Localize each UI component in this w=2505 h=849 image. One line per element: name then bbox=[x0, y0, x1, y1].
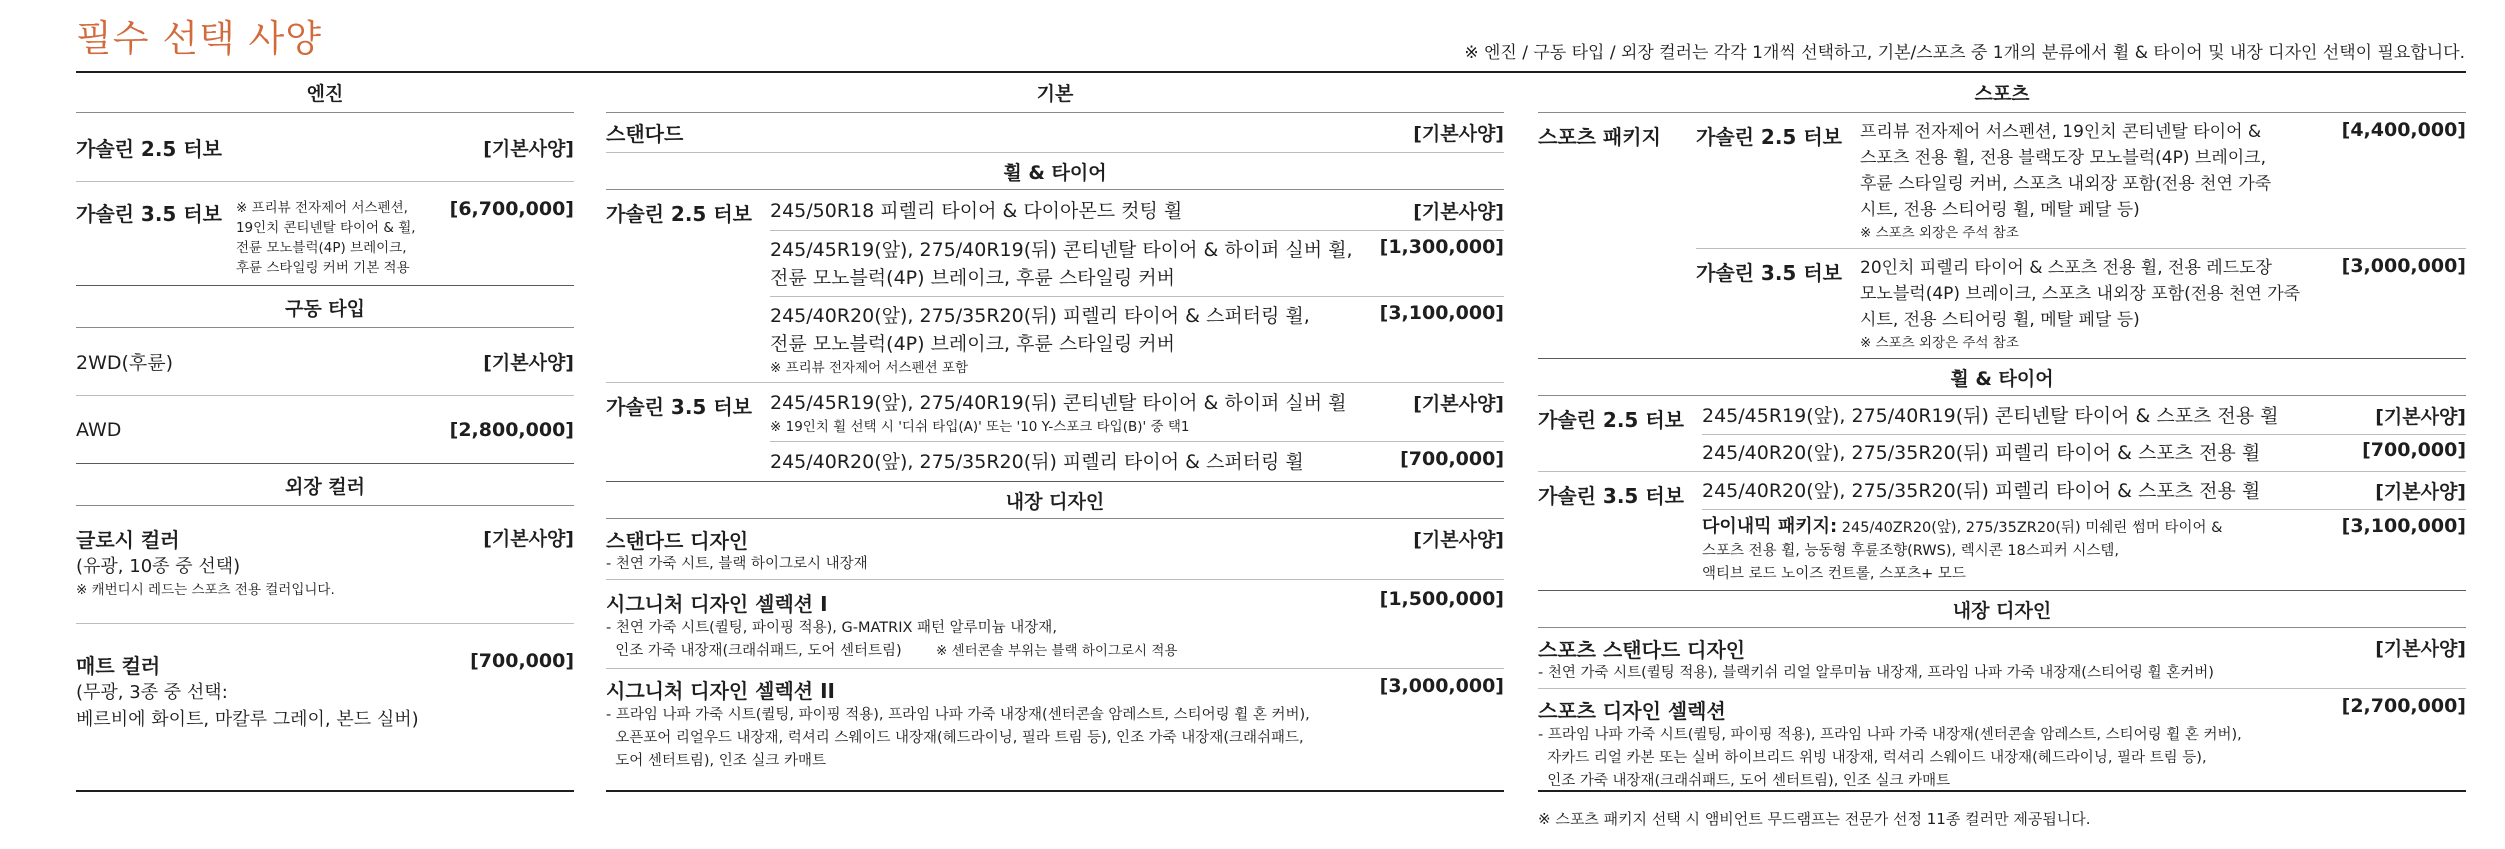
option-price: [기본사양] bbox=[2375, 481, 2466, 503]
option-price: [기본사양] bbox=[483, 528, 574, 550]
wheel-note: ※ 19인치 휠 선택 시 '디쉬 타입(A)' 또는 '10 Y-스포크 타입(B)' 중 택1 bbox=[770, 419, 1190, 435]
option-row[interactable] bbox=[606, 669, 1504, 778]
interior-name: 스탠다드 디자인 bbox=[606, 529, 749, 553]
interior-desc: - 프라임 나파 가죽 시트(퀼팅, 파이핑 적용), 프라임 나파 가죽 내장재(센터콘솔 암레스트, 스티어링 휠 혼 커버), 오픈포어 리얼우드 내장재, 럭셔리 스웨이드 내장재(헤드라이닝, 필라 트림 등), 인조 가죽 내장재(크래쉬패드, 도어 센터트림), 인조 실크 카매트 bbox=[606, 707, 1310, 769]
sport-column bbox=[1538, 71, 2466, 798]
package-detail: 245/40ZR20(앞), 275/35ZR20(뒤) 미쉐린 썸머 타이어 & 스포츠 전용 휠, 능동형 후륜조향(RWS), 렉시콘 18스피커 시스템, 액티브 로드 노이즈 컨트롤, 스포츠+ 모드 bbox=[1702, 520, 2223, 582]
option-price: [기본사양] bbox=[2375, 406, 2466, 428]
option-price: [3,000,000] bbox=[2341, 255, 2466, 277]
package-note: ※ 스포츠 외장은 주석 참조 bbox=[1860, 335, 2019, 351]
sport-header: 스포츠 bbox=[1538, 71, 2466, 113]
option-row[interactable] bbox=[76, 506, 574, 624]
option-price: [1,500,000] bbox=[1379, 588, 1504, 610]
option-price: [기본사양] bbox=[1413, 529, 1504, 551]
color-desc: (유광, 10종 중 선택) bbox=[76, 556, 241, 577]
package-note: ※ 스포츠 외장은 주석 참조 bbox=[1860, 225, 2019, 241]
wheel-desc: 245/45R19(앞), 275/40R19(뒤) 콘티넨탈 타이어 & 하이퍼 실버 휠 bbox=[770, 392, 1347, 414]
wheel-desc: 245/40R20(앞), 275/35R20(뒤) 피렐리 타이어 & 스퍼터링 휠, 전륜 모노블럭(4P) 브레이크, 후륜 스타일링 커버 bbox=[770, 305, 1310, 355]
option-row[interactable] bbox=[770, 383, 1504, 442]
interior-desc: - 천연 가죽 시트(퀼팅, 파이핑 적용), G-MATRIX 패턴 알루미늄 내장재, 인조 가죽 내장재(크래쉬패드, 도어 센터트림) bbox=[606, 620, 1057, 659]
option-price: [기본사양] bbox=[1413, 393, 1504, 415]
engine-label: 가솔린 3.5 터보 bbox=[1696, 261, 1842, 285]
engine-label: 가솔린 2.5 터보 bbox=[1696, 125, 1842, 149]
wheel-group bbox=[1538, 396, 2466, 472]
option-price: [700,000] bbox=[2362, 439, 2466, 461]
option-row[interactable] bbox=[1696, 113, 2466, 249]
interior-name: 시그니처 디자인 셀렉션 I bbox=[606, 592, 828, 616]
bottom-rule bbox=[606, 790, 1504, 792]
engine-header: 엔진 bbox=[76, 71, 574, 113]
option-row[interactable] bbox=[1702, 510, 2466, 590]
trim-name: 스탠다드 bbox=[606, 122, 684, 146]
option-row[interactable] bbox=[770, 231, 1504, 297]
package-desc: 20인치 피렐리 타이어 & 스포츠 전용 휠, 전용 레드도장 모노블럭(4P) 브레이크, 스포츠 내외장 포함(전용 천연 가죽 시트, 전용 스티어링 휠, 메탈 페달 등) bbox=[1860, 258, 2301, 330]
footer-note: ※ 스포츠 패키지 선택 시 앰비언트 무드램프는 전문가 선정 11종 컬러만 제공됩니다. bbox=[1538, 810, 2091, 828]
engine-name: 가솔린 3.5 터보 bbox=[76, 202, 222, 226]
bottom-rule bbox=[1538, 790, 2466, 792]
option-price: [700,000] bbox=[470, 650, 574, 672]
option-price: [3,100,000] bbox=[2341, 515, 2466, 537]
interior-name: 시그니처 디자인 셀렉션 II bbox=[606, 679, 835, 703]
engine-label: 가솔린 3.5 터보 bbox=[1538, 484, 1684, 508]
interior-desc: - 천연 가죽 시트(퀼팅 적용), 블랙키쉬 리얼 알루미늄 내장재, 프라임 나파 가죽 내장재(스티어링 휠 혼커버) bbox=[1538, 665, 2214, 681]
sport-package-group bbox=[1538, 113, 2466, 359]
interior-design-header: 내장 디자인 bbox=[606, 482, 1504, 519]
option-row[interactable] bbox=[770, 190, 1504, 231]
wheel-desc: 245/45R19(앞), 275/40R19(뒤) 콘티넨탈 타이어 & 스포츠 전용 휠 bbox=[1702, 405, 2279, 427]
option-price: [1,300,000] bbox=[1379, 236, 1504, 258]
wheel-desc: 245/40R20(앞), 275/35R20(뒤) 피렐리 타이어 & 스퍼터링 휠 bbox=[770, 451, 1304, 473]
interior-name: 스포츠 스탠다드 디자인 bbox=[1538, 638, 1746, 662]
option-price: [4,400,000] bbox=[2341, 119, 2466, 141]
selection-instruction-note: ※ 엔진 / 구동 타입 / 외장 컬러는 각각 1개씩 선택하고, 기본/스포츠 중 1개의 분류에서 휠 & 타이어 및 내장 디자인 선택이 필요합니다. bbox=[1464, 43, 2465, 63]
option-price: [기본사양] bbox=[1413, 201, 1504, 223]
option-row[interactable] bbox=[76, 182, 574, 286]
wheel-desc bbox=[1702, 515, 2342, 586]
basic-header: 기본 bbox=[606, 71, 1504, 113]
option-row[interactable] bbox=[606, 113, 1504, 153]
drive-type-header: 구동 타입 bbox=[76, 286, 574, 328]
option-price: [기본사양] bbox=[483, 137, 574, 160]
bottom-rule bbox=[76, 790, 574, 792]
wheels-tires-header: 휠 & 타이어 bbox=[1538, 359, 2466, 396]
option-price: [기본사양] bbox=[2375, 638, 2466, 660]
engine-label: 가솔린 2.5 터보 bbox=[1538, 408, 1684, 432]
exterior-color-header: 외장 컬러 bbox=[76, 464, 574, 506]
engine-drive-exterior-column bbox=[76, 71, 574, 741]
wheel-group bbox=[606, 383, 1504, 482]
option-row[interactable] bbox=[1538, 689, 2466, 798]
wheel-desc: 245/40R20(앞), 275/35R20(뒤) 피렐리 타이어 & 스포츠 전용 휠 bbox=[1702, 442, 2261, 464]
color-note: ※ 캐번디시 레드는 스포츠 전용 컬러입니다. bbox=[76, 582, 335, 598]
option-row[interactable] bbox=[770, 297, 1504, 382]
color-name: 매트 컬러 bbox=[76, 654, 161, 678]
wheel-desc: 245/40R20(앞), 275/35R20(뒤) 피렐리 타이어 & 스포츠 전용 휠 bbox=[1702, 480, 2261, 502]
option-row[interactable] bbox=[606, 519, 1504, 580]
option-row[interactable] bbox=[1702, 396, 2466, 435]
option-row[interactable] bbox=[76, 328, 574, 396]
interior-desc: - 프라임 나파 가죽 시트(퀼팅, 파이핑 적용), 프라임 나파 가죽 내장재(센터콘솔 암레스트, 스티어링 휠 혼 커버), 자카드 리얼 카본 또는 실버 하이브리드 위빙 내장재, 럭셔리 스웨이드 내장재(헤드라이닝, 필라 트림 등), 인조 가죽 내장재(크래쉬패드, 도어 센터트림), 인조 실크 카매트 bbox=[1538, 727, 2242, 789]
option-price: [6,700,000] bbox=[449, 198, 574, 220]
engine-name: 가솔린 2.5 터보 bbox=[76, 136, 222, 161]
option-row[interactable] bbox=[1702, 472, 2466, 510]
basic-column bbox=[606, 71, 1504, 778]
package-title: 다이내믹 패키지: bbox=[1702, 516, 1838, 537]
option-price: [2,700,000] bbox=[2341, 695, 2466, 717]
option-price: [700,000] bbox=[1400, 448, 1504, 470]
option-row[interactable] bbox=[76, 113, 574, 182]
option-price: [3,000,000] bbox=[1379, 675, 1504, 697]
option-price: [기본사양] bbox=[483, 352, 574, 374]
wheel-group bbox=[1538, 472, 2466, 591]
wheel-desc: 245/50R18 피렐리 타이어 & 다이아몬드 컷팅 휠 bbox=[770, 200, 1183, 222]
wheel-desc: 245/45R19(앞), 275/40R19(뒤) 콘티넨탈 타이어 & 하이퍼 실버 휠, 전륜 모노블럭(4P) 브레이크, 후륜 스타일링 커버 bbox=[770, 239, 1353, 289]
option-row[interactable] bbox=[76, 396, 574, 464]
option-row[interactable] bbox=[1696, 249, 2466, 358]
interior-name: 스포츠 디자인 셀렉션 bbox=[1538, 699, 1726, 723]
sport-package-label: 스포츠 패키지 bbox=[1538, 125, 1661, 149]
drive-name: AWD bbox=[76, 418, 122, 441]
package-desc: 프리뷰 전자제어 서스펜션, 19인치 콘티넨탈 타이어 & 스포츠 전용 휠, 전용 블랙도장 모노블럭(4P) 브레이크, 후륜 스타일링 커버, 스포츠 내외장 포함(전용 천연 가죽 시트, 전용 스티어링 휠, 메탈 페달 등) bbox=[1860, 122, 2272, 220]
option-row[interactable] bbox=[770, 442, 1504, 481]
option-row[interactable]: 시그니처 디자인 셀렉션 I - 천연 가죽 시트(퀼팅, 파이핑 적용), G-MATRIX 패턴 알루미늄 내장재, 인조 가죽 내장재(크래쉬패드, 도어 센터트림) ※ 센터콘솔 부위는 블랙 하이그로시 적용 [1,500,000] bbox=[606, 580, 1504, 669]
option-row[interactable] bbox=[76, 624, 574, 741]
page-title: 필수 선택 사양 bbox=[76, 17, 322, 60]
drive-name: 2WD(후륜) bbox=[76, 352, 174, 374]
option-price: [2,800,000] bbox=[449, 418, 574, 441]
engine-note: ※ 프리뷰 전자제어 서스펜션, 19인치 콘티넨탈 타이어 & 휠, 전륜 모노블럭(4P) 브레이크, 후륜 스타일링 커버 기본 적용 bbox=[235, 200, 416, 276]
wheels-tires-header: 휠 & 타이어 bbox=[606, 153, 1504, 190]
option-price: [3,100,000] bbox=[1379, 302, 1504, 324]
engine-label: 가솔린 2.5 터보 bbox=[606, 202, 752, 226]
interior-desc: - 천연 가죽 시트, 블랙 하이그로시 내장재 bbox=[606, 556, 868, 572]
wheel-note: ※ 프리뷰 전자제어 서스펜션 포함 bbox=[770, 360, 969, 376]
interior-design-header: 내장 디자인 bbox=[1538, 591, 2466, 628]
option-row[interactable] bbox=[1538, 628, 2466, 689]
color-name: 글로시 컬러 bbox=[76, 528, 180, 552]
option-price: [기본사양] bbox=[1413, 123, 1504, 145]
color-desc: (무광, 3종 중 선택: 베르비에 화이트, 마칼루 그레이, 본드 실버) bbox=[76, 682, 419, 730]
wheel-group bbox=[606, 190, 1504, 383]
engine-label: 가솔린 3.5 터보 bbox=[606, 395, 752, 419]
option-row[interactable] bbox=[1702, 435, 2466, 471]
